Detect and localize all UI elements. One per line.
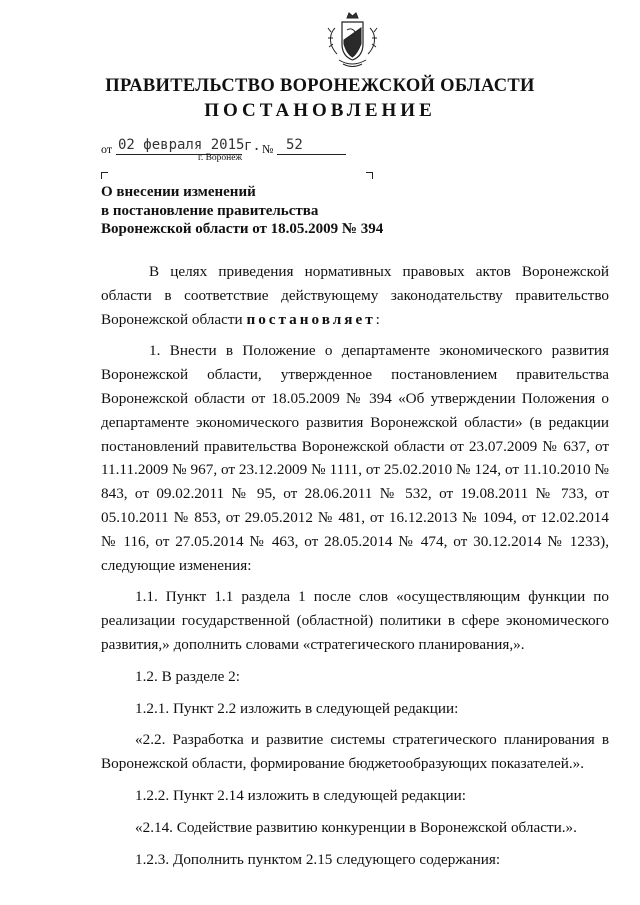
from-prefix: от — [101, 142, 113, 156]
document-number: 52 — [286, 137, 303, 153]
item-1-2-2-paragraph: 1.2.2. Пункт 2.14 изложить в следующей редакции: — [135, 786, 466, 804]
preamble-text: В целях приведения нормативных правовых актов Воронежской области в соответствие действующему законодательству правительство Воронежской области — [101, 263, 609, 328]
item-1-2-3-paragraph: 1.2.3. Дополнить пунктом 2.15 следующего содержания: — [135, 850, 501, 868]
quote-2-14-paragraph: «2.14. Содействие развитию конкуренции в Воронежской области.». — [135, 818, 577, 836]
subject-line: О внесении изменений — [101, 184, 256, 200]
city-label: г. Воронеж — [198, 153, 243, 163]
document-type: ПОСТАНОВЛЕНИЕ — [204, 100, 436, 121]
preamble-end: : — [375, 310, 380, 328]
corner-mark-left — [101, 172, 108, 179]
year-suffix: г. — [244, 138, 261, 154]
item-1-1-paragraph: 1.1. Пункт 1.1 раздела 1 после слов «осуществляющим функции по реализации государственной (областной) политики в сфере экономического развития,» дополнить словами «стратегического планирования,». — [101, 588, 609, 653]
item-1-paragraph: 1. Внести в Положение о департаменте экономического развития Воронежской области, утвержденное постановлением правительства Воронежской области от 18.05.2009 № 394 «Об утверждении Положения о департаменте экономического развития Воронежской области» (в редакции постановлений правительства Воронежской области от 23.07.2009 № 637, от 11.11.2009 № 967, от 23.12.2009 № 1111, от 25.02.2010 № 124, от 11.10.2010 № 843, от 09.02.2011 № 95, от 28.06.2011 № 532, от 19.08.2011 № 733, от 05.10.2011 № 853, от 29.05.2012 № 481, от 16.12.2013 № 1094, от 12.02.2014 № 116, от 27.05.2014 № 463, от 28.05.2014 № 474, от 30.12.2014 № 1233), следующие изменения: — [101, 342, 609, 574]
voronezh-coat-of-arms-icon — [325, 10, 380, 72]
number-prefix: № — [262, 142, 274, 156]
item-1-2-1-paragraph: 1.2.1. Пункт 2.2 изложить в следующей редакции: — [135, 699, 459, 717]
subject-line: в постановление правительства — [101, 202, 319, 219]
document-subject — [101, 183, 401, 239]
document-date: 02 февраля 2015 — [118, 137, 245, 153]
preamble-keyword: постановляет — [246, 310, 376, 328]
item-1-2-paragraph: 1.2. В разделе 2: — [135, 667, 240, 685]
organization-name: ПРАВИТЕЛЬСТВО ВОРОНЕЖСКОЙ ОБЛАСТИ — [105, 76, 535, 96]
preamble-paragraph — [101, 260, 609, 331]
document-body — [101, 260, 609, 871]
quote-2-2-paragraph: «2.2. Разработка и развитие системы стратегического планирования в Воронежской области, формирование бюджетообразующих показателей.». — [101, 731, 609, 773]
subject-line: Воронежской области от 18.05.2009 № 394 — [101, 221, 384, 237]
corner-mark-right — [366, 172, 373, 179]
